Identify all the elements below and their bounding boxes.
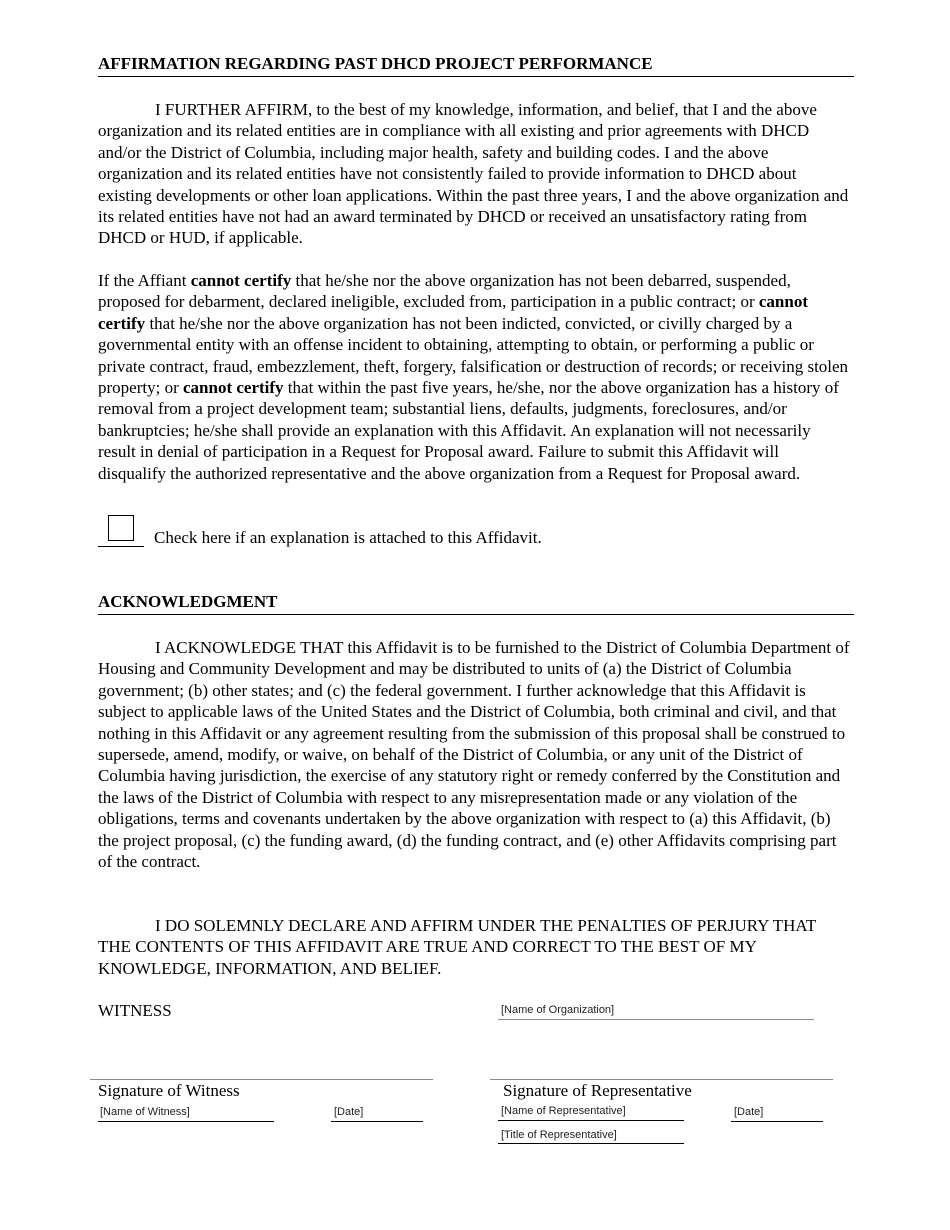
witness-name-field[interactable]: [Name of Witness] [100,1106,190,1118]
explanation-checkbox-row [98,515,798,549]
witness-date-field[interactable]: [Date] [334,1106,364,1118]
representative-title-line [498,1143,684,1144]
affirmation-paragraph: I FURTHER AFFIRM, to the best of my knowledge, information, and belief, that I and the above organization and its related entities are in compliance with all existing and prior agreements with DHCD and/or the District of Columbia, including major health, safety and building codes. I and the above organization and its related entities have not consistently failed to provide information to DHCD about existing developments or other loan applications. Within the past three years, I and the above organization and its related entities have not had an award terminated by DHCD or received an unsatisfactory rating from DHCD or HUD, if applicable. [98,100,849,248]
cannot-certify-bold-2: cannot certify [98,292,808,333]
explanation-checkbox[interactable] [108,515,134,541]
witness-date-line [331,1121,423,1122]
witness-name-line [98,1121,274,1122]
declaration-paragraph: I DO SOLEMNLY DECLARE AND AFFIRM UNDER THE PENALTIES OF PERJURY THAT THE CONTENTS OF THIS AFFIDAVIT ARE TRUE AND CORRECT TO THE BEST OF MY KNOWLEDGE, INFORMATION, AND BELIEF. [98,916,816,978]
certification-text-4: that within the past five years, he/she, nor the above organization has a history of removal from a project development team; substantial liens, defaults, judgments, foreclosures, and/or bankruptcies; he/she shall provide an explanation with this Affidavit. An explanation will not necessarily result in denial of participation in a Request for Proposal award. Failure to submit this Affidavit will disqualify the authorized representative and the above organization from a Request for Proposal award. [98,378,839,483]
affirmation-heading: AFFIRMATION REGARDING PAST DHCD PROJECT PERFORMANCE [98,54,854,77]
signature-of-witness-label: Signature of Witness [98,1081,240,1100]
representative-name-field[interactable]: [Name of Representative] [501,1105,626,1117]
certification-text-2: that he/she nor the above organization has not been debarred, suspended, proposed for debarment, declared ineligible, excluded from, participation in a public contract; or [98,271,791,312]
acknowledgment-heading: ACKNOWLEDGMENT [98,592,854,615]
signature-of-representative-label: Signature of Representative [503,1081,692,1100]
witness-signature-line [90,1079,433,1080]
organization-name-line [498,1019,814,1020]
representative-signature-line [490,1079,833,1080]
certification-text-3: that he/she nor the above organization has not been indicted, convicted, or civilly charged by a governmental entity with an offense incident to obtaining, attempting to obtain, or performing a public or private contract, fraud, embezzlement, theft, forgery, falsification or destruction of records; or receiving stolen property; or [98,313,849,398]
representative-name-line [498,1120,684,1121]
witness-label: WITNESS [98,1001,172,1020]
checkbox-underline [98,546,144,547]
representative-date-field[interactable]: [Date] [734,1106,764,1118]
cannot-certify-bold-3: cannot certify [182,378,284,398]
certification-text-1: If the Affiant [98,271,191,290]
representative-title-field[interactable]: [Title of Representative] [501,1129,617,1141]
certification-paragraph [98,270,850,484]
representative-date-line [731,1121,823,1122]
acknowledgment-paragraph: I ACKNOWLEDGE THAT this Affidavit is to be furnished to the District of Columbia Department of Housing and Community Development and may be distributed to units of (a) the District of Columbia government; (b) other states; and (c) the federal government. I further acknowledge that this Affidavit is subject to applicable laws of the United States and the District of Columbia, both criminal and civil, and that nothing in this Affidavit or any agreement resulting from the submission of this proposal shall be construed to supersede, amend, modify, or waive, on behalf of the District of Columbia, or any unit of the District of Columbia having jurisdiction, the exercise of any statutory right or remedy conferred by the Constitution and the laws of the District of Columbia with respect to any misrepresentation made or any violation of the obligations, terms and covenants undertaken by the above organization with respect to (a) this Affidavit, (b) the project proposal, (c) the funding award, (d) the funding contract, and (e) other Affidavits comprising part of the contract. [98,638,850,872]
cannot-certify-bold-1: cannot certify [190,271,292,290]
organization-name-field[interactable]: [Name of Organization] [501,1004,615,1016]
explanation-checkbox-label: Check here if an explanation is attached to this Affidavit. [154,528,542,547]
